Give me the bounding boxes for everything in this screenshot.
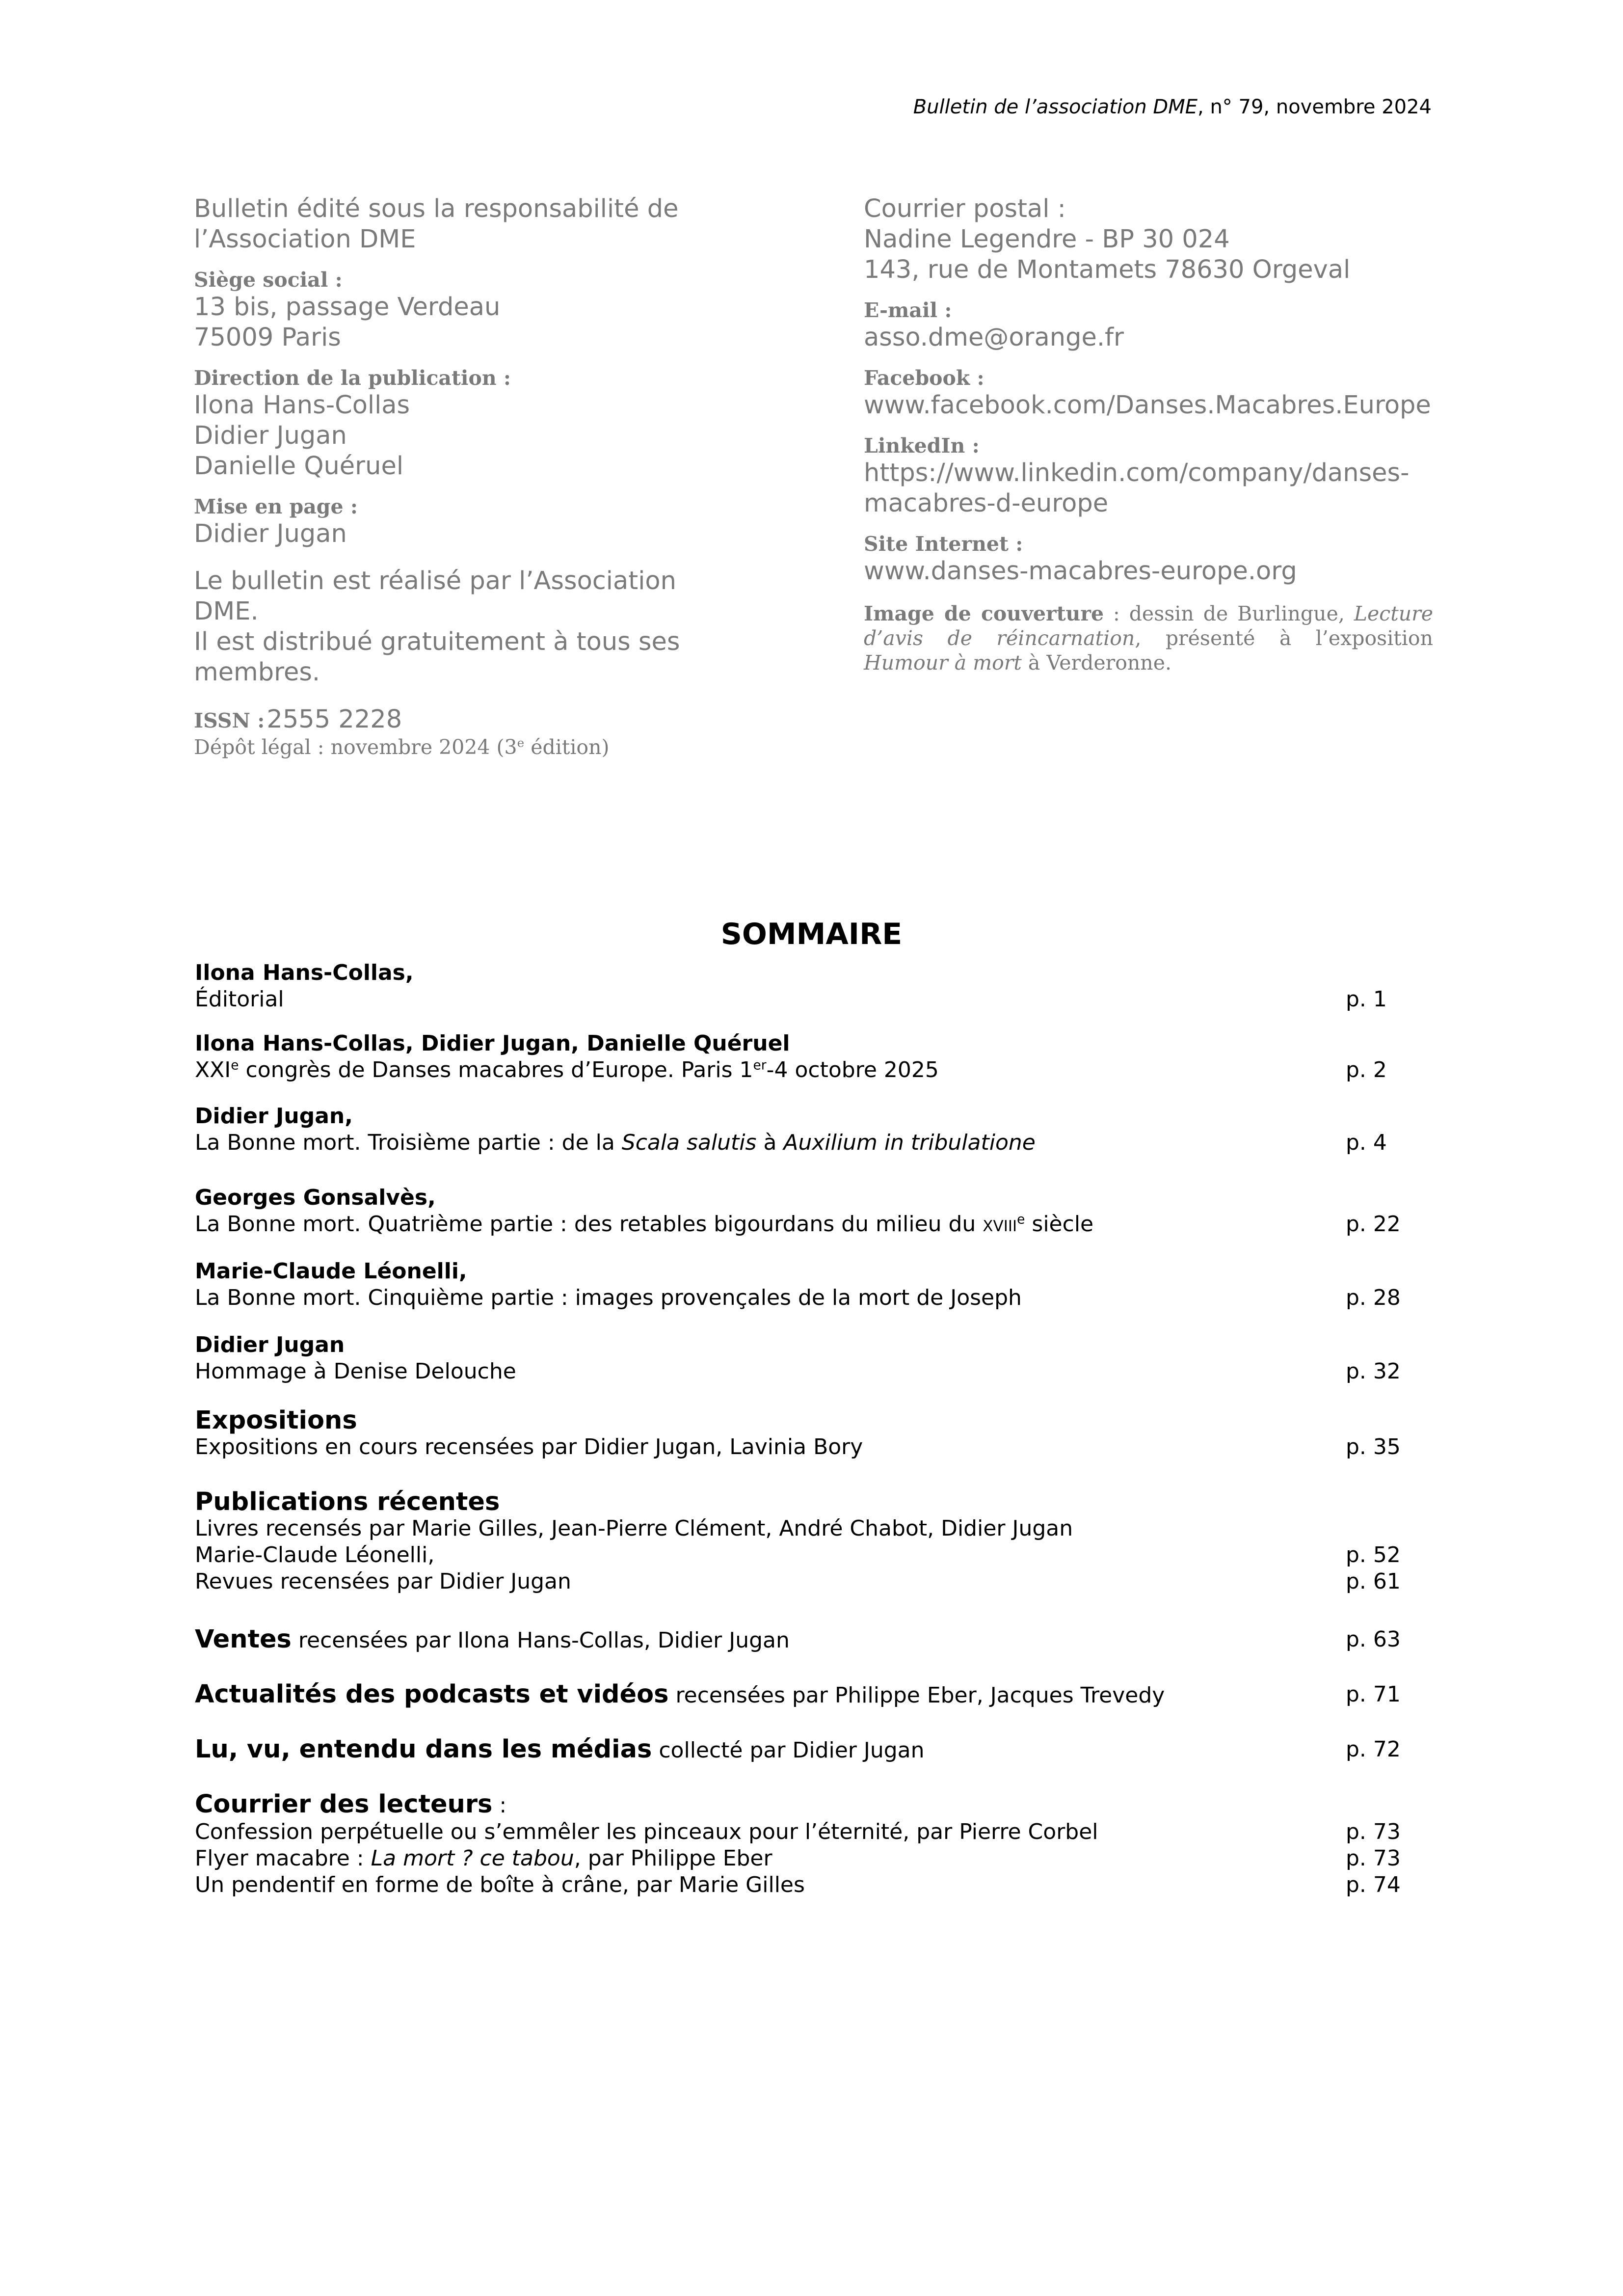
toc-title-text: Un pendentif en forme de boîte à crâne, par Marie Gilles — [195, 1872, 805, 1897]
toc-page: p. 4 — [1346, 1130, 1387, 1155]
toc-section — [195, 1736, 1432, 1764]
toc-title-text: Ventes recensées par Ilona Hans-Collas, Didier Jugan — [195, 1625, 790, 1654]
facebook-link: www.facebook.com/Danses.Macabres.Europe — [864, 391, 1431, 420]
toc-section — [195, 1407, 1432, 1460]
toc-author: Ilona Hans-Collas, — [195, 960, 414, 985]
toc-entry — [195, 1258, 1432, 1311]
toc-title-text: Hommage à Denise Delouche — [195, 1359, 516, 1384]
toc-section-title: Publications récentes — [195, 1487, 500, 1516]
realise-text — [194, 566, 734, 688]
toc-title-text: La Bonne mort. Cinquième partie : images provençales de la mort de Joseph — [195, 1285, 1022, 1310]
table-of-contents — [195, 960, 1432, 1898]
toc-page: p. 28 — [1346, 1285, 1401, 1310]
siege-label: Siège social : — [194, 268, 343, 292]
toc-page: p. 71 — [1346, 1682, 1401, 1707]
toc-page: p. 1 — [1346, 987, 1387, 1012]
issn — [194, 704, 734, 735]
direction-names — [194, 390, 734, 482]
intro — [194, 194, 734, 255]
address-line: Nadine Legendre - BP 30 024 — [864, 225, 1230, 254]
toc-title-text: Expositions en cours recensées par Didier Jugan, Lavinia Bory — [195, 1434, 863, 1459]
running-header — [913, 96, 1432, 118]
linkedin-link: https://www.linkedin.com/company/danses- macabres-d-europe — [864, 459, 1410, 518]
toc-section-title: Courrier des lecteurs — [195, 1790, 493, 1819]
toc-entry — [195, 1030, 1432, 1083]
toc-section — [195, 1626, 1432, 1654]
header-issue: , n° 79, novembre 2024 — [1197, 96, 1432, 118]
toc-author: Didier Jugan — [195, 1332, 345, 1357]
toc-page: p. 63 — [1346, 1627, 1401, 1652]
toc-author: Marie-Claude Léonelli, — [195, 1259, 467, 1284]
toc-title-text: Lu, vu, entendu dans les médias collecté par Didier Jugan — [195, 1735, 925, 1764]
toc-entry — [195, 1103, 1432, 1156]
email-label: E-mail : — [864, 298, 952, 322]
address-line: 13 bis, passage Verdeau — [194, 293, 501, 322]
toc-entry — [195, 1185, 1432, 1238]
toc-page: p. 52 — [1346, 1542, 1401, 1567]
intro-line: l’Association DME — [194, 225, 416, 254]
toc-section-title: Expositions — [195, 1406, 357, 1435]
facebook-label: Facebook : — [864, 366, 984, 390]
toc-title-text: Éditorial — [195, 987, 284, 1012]
siege-address — [194, 292, 734, 353]
toc-entry — [195, 960, 1432, 1013]
colophon-left — [194, 194, 734, 759]
toc-title-text: Marie-Claude Léonelli, — [195, 1542, 435, 1567]
toc-page: p. 61 — [1346, 1569, 1401, 1594]
intro-line: Bulletin édité sous la responsabilité de — [194, 194, 679, 223]
toc-page: p. 73 — [1346, 1846, 1401, 1871]
toc-title-text: Revues recensées par Didier Jugan — [195, 1569, 571, 1594]
toc-title-text: Livres recensés par Marie Gilles, Jean-Pierre Clément, André Chabot, Didier Jugan — [195, 1516, 1073, 1541]
toc-page: p. 74 — [1346, 1872, 1401, 1897]
toc-section: Courrier des lecteurs : Confession perpétuelle ou s’emmêler les pinceaux pour l’éternité, par Pierre Corbel p. 73 Flyer macabre : La mort ? ce tabou, par Philippe Eber p. 73 Un pendentif en forme de boîte à crâne, par Marie Gilles p. 74 — [195, 1790, 1401, 1897]
site-link: www.danses-macabres-europe.org — [864, 557, 1297, 586]
header-title: Bulletin de l’association DME — [913, 96, 1198, 118]
text-line: membres. — [194, 658, 320, 687]
text-line: Le bulletin est réalisé par l’Association DME. — [194, 567, 676, 626]
toc-page: p. 35 — [1346, 1434, 1401, 1459]
linkedin-label: LinkedIn : — [864, 434, 980, 458]
toc-author: Georges Gonsalvès, — [195, 1185, 436, 1210]
depot-legal: Dépôt légal : novembre 2024 (3e édition) — [194, 735, 610, 759]
name-line: Ilona Hans-Collas — [194, 391, 410, 420]
toc-page: p. 73 — [1346, 1819, 1401, 1844]
postal-address — [864, 224, 1433, 285]
mise-name: Didier Jugan — [194, 519, 347, 548]
toc-page: p. 2 — [1346, 1057, 1387, 1082]
site-label: Site Internet : — [864, 532, 1023, 556]
toc-page: p. 32 — [1346, 1359, 1401, 1384]
toc-title-text: La Bonne mort. Troisième partie : de la Scala salutis à Auxilium in tribulatione — [195, 1130, 1036, 1155]
issn-value: 2555 2228 — [266, 705, 402, 734]
toc-title-text: La Bonne mort. Quatrième partie : des retables bigourdans du milieu du xviii$^e$ siècle — [195, 1212, 1094, 1237]
toc-page: p. 72 — [1346, 1737, 1401, 1762]
toc-section — [195, 1681, 1432, 1709]
address-line: 143, rue de Montamets 78630 Orgeval — [864, 255, 1351, 284]
toc-title-text: XXIe congrès de Danses macabres d’Europe. Paris 1er-4 octobre 2025 — [195, 1057, 939, 1082]
postal-label: Courrier postal : — [864, 194, 1066, 223]
cover-credit: Image de couverture : dessin de Burlingue, Lecture d’avis de réincarnation, présenté à l’exposition Humour à mort à Verderonne. — [864, 602, 1433, 675]
toc-author: Ilona Hans-Collas, Didier Jugan, Danielle Quéruel — [195, 1031, 790, 1056]
name-line: Danielle Quéruel — [194, 452, 404, 481]
toc-page: p. 22 — [1346, 1212, 1401, 1237]
name-line: Didier Jugan — [194, 421, 347, 450]
toc-title-text: Confession perpétuelle ou s’emmêler les pinceaux pour l’éternité, par Pierre Corbel — [195, 1819, 1098, 1844]
direction-label: Direction de la publication : — [194, 366, 511, 390]
colophon-right — [864, 194, 1433, 675]
toc-entry — [195, 1332, 1432, 1385]
text-line: Il est distribué gratuitement à tous ses — [194, 627, 680, 656]
toc-title-text: Flyer macabre : La mort ? ce tabou, par Philippe Eber — [195, 1846, 772, 1871]
toc-title: SOMMAIRE — [720, 917, 903, 951]
toc-title-text: Actualités des podcasts et vidéos recensées par Philippe Eber, Jacques Trevedy — [195, 1680, 1165, 1709]
toc-author: Didier Jugan, — [195, 1104, 353, 1129]
address-line: 75009 Paris — [194, 323, 341, 352]
email-value: asso.dme@orange.fr — [864, 323, 1124, 352]
toc-section — [195, 1489, 1432, 1595]
issn-label: ISSN : — [194, 709, 265, 732]
mise-label: Mise en page : — [194, 495, 358, 518]
